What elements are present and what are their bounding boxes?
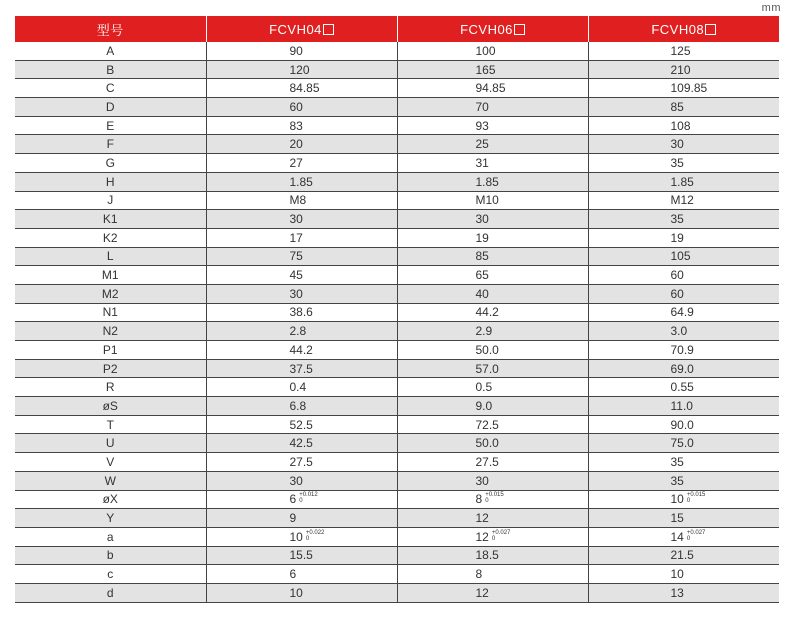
table-cell (588, 453, 779, 472)
cell-value: 10 (289, 529, 303, 544)
table-row (15, 471, 779, 490)
cell-value: 10 (289, 585, 303, 600)
table-cell (397, 247, 588, 266)
header-model-3 (588, 16, 779, 42)
row-label: F (15, 135, 206, 154)
table-cell (206, 565, 397, 584)
table-cell (206, 210, 397, 229)
unit-label: mm (761, 2, 781, 14)
table-cell (397, 341, 588, 360)
cell-value: 165 (475, 62, 496, 77)
tolerance-upper: +0.012 (299, 492, 318, 499)
cell-value: 108 (670, 118, 691, 133)
tolerance-lower: 0 (299, 498, 303, 505)
table-cell (397, 583, 588, 602)
cell-value: 11.0 (670, 398, 693, 413)
cell-value: 10 (670, 492, 684, 507)
table-row (15, 341, 779, 360)
row-label: øX (15, 490, 206, 509)
table-cell (588, 98, 779, 117)
tolerance (687, 492, 706, 504)
table-cell (206, 490, 397, 509)
table-row (15, 191, 779, 210)
table-cell (206, 116, 397, 135)
table-cell (206, 154, 397, 173)
blank-box-icon (323, 24, 334, 35)
row-label: Y (15, 509, 206, 528)
table-cell (588, 546, 779, 565)
table-cell (397, 415, 588, 434)
table-cell (397, 303, 588, 322)
tolerance-lower: 0 (305, 535, 310, 542)
cell-value: M8 (289, 193, 307, 208)
cell-value: 19 (475, 230, 489, 245)
cell-value: 6 (289, 492, 297, 507)
table-row (15, 284, 779, 303)
table-cell (588, 434, 779, 453)
cell-value: 44.2 (289, 342, 313, 357)
cell-value: 27 (289, 155, 303, 170)
cell-value: 21.5 (670, 548, 694, 563)
table-cell (588, 154, 779, 173)
header-model-3-text: FCVH08 (651, 21, 705, 37)
cell-value: 30 (289, 212, 303, 227)
row-label: H (15, 172, 206, 191)
cell-value: 105 (670, 249, 691, 264)
cell-value: 0.55 (670, 380, 694, 395)
row-label: c (15, 565, 206, 584)
table-cell (588, 378, 779, 397)
table-cell (588, 397, 779, 416)
table-cell (206, 303, 397, 322)
table-row (15, 135, 779, 154)
cell-value: 60 (289, 99, 303, 114)
table-cell (397, 509, 588, 528)
tolerance (299, 492, 318, 504)
cell-value: 6 (289, 567, 297, 582)
cell-value: 2.8 (289, 324, 307, 339)
header-model-1-text: FCVH04 (269, 21, 322, 37)
row-label: P1 (15, 341, 206, 360)
cell-value: 6.8 (289, 398, 307, 413)
cell-value: 70.9 (670, 342, 694, 357)
blank-box-icon (705, 24, 716, 35)
header-row (15, 16, 779, 42)
table-cell (397, 42, 588, 60)
table-cell (588, 284, 779, 303)
table-cell (588, 471, 779, 490)
cell-value: 38.6 (289, 305, 313, 320)
row-label: d (15, 583, 206, 602)
table-cell (588, 509, 779, 528)
table-row (15, 322, 779, 341)
row-label: C (15, 79, 206, 98)
cell-value: 19 (670, 230, 684, 245)
cell-value: 3.0 (670, 324, 688, 339)
table-row (15, 453, 779, 472)
table-cell (397, 546, 588, 565)
cell-value: 120 (289, 62, 310, 77)
table-cell (588, 527, 779, 546)
cell-value: 83 (289, 118, 303, 133)
table-cell (588, 341, 779, 360)
table-cell (206, 527, 397, 546)
table-row (15, 415, 779, 434)
table-cell (588, 172, 779, 191)
table-cell (397, 98, 588, 117)
table-row (15, 378, 779, 397)
cell-value: 15 (670, 511, 684, 526)
table-cell (206, 415, 397, 434)
row-label: W (15, 471, 206, 490)
table-cell (588, 228, 779, 247)
table-cell (206, 341, 397, 360)
table-row (15, 303, 779, 322)
cell-value: 84.85 (289, 81, 320, 96)
table-row (15, 42, 779, 60)
table-row (15, 116, 779, 135)
table-cell (397, 135, 588, 154)
cell-value: 40 (475, 286, 489, 301)
tolerance-upper: +0.015 (485, 492, 504, 499)
table-cell (206, 378, 397, 397)
cell-value: 72.5 (475, 417, 499, 432)
cell-value: 0.4 (289, 380, 307, 395)
cell-value: M10 (475, 193, 499, 208)
cell-value: 90.0 (670, 417, 694, 432)
row-label: T (15, 415, 206, 434)
cell-value: 14 (670, 529, 684, 544)
table-cell (206, 434, 397, 453)
tolerance (485, 492, 504, 504)
table-row (15, 210, 779, 229)
tolerance-lower: 0 (686, 498, 691, 505)
row-label: b (15, 546, 206, 565)
row-label: P2 (15, 359, 206, 378)
table-cell (397, 191, 588, 210)
cell-value: 27.5 (289, 454, 313, 469)
table-cell (206, 322, 397, 341)
cell-value: 100 (475, 43, 496, 58)
cell-value: 57.0 (475, 361, 499, 376)
table-row (15, 490, 779, 509)
table-cell (206, 284, 397, 303)
header-model-2 (397, 16, 588, 42)
cell-value: 9.0 (475, 398, 493, 413)
row-label: G (15, 154, 206, 173)
table-cell (397, 378, 588, 397)
cell-value: 42.5 (289, 436, 313, 451)
table-cell (588, 565, 779, 584)
blank-box-icon (514, 24, 525, 35)
table-cell (588, 210, 779, 229)
table-row (15, 583, 779, 602)
header-model-2-text: FCVH06 (460, 21, 513, 37)
cell-value: 44.2 (475, 305, 499, 320)
table-cell (206, 135, 397, 154)
cell-value: 37.5 (289, 361, 313, 376)
spec-table (15, 16, 779, 603)
table-cell (588, 583, 779, 602)
table-cell (397, 210, 588, 229)
table-cell (206, 172, 397, 191)
cell-value: 20 (289, 137, 303, 152)
cell-value: 27.5 (475, 454, 499, 469)
cell-value: 60 (670, 286, 684, 301)
table-row (15, 266, 779, 285)
table-row (15, 509, 779, 528)
cell-value: 0.5 (475, 380, 493, 395)
cell-value: 50.0 (475, 342, 499, 357)
cell-value: 2.9 (475, 324, 493, 339)
row-label: L (15, 247, 206, 266)
table-cell (206, 191, 397, 210)
cell-value: 10 (670, 567, 684, 582)
cell-value: 31 (475, 155, 489, 170)
table-cell (206, 247, 397, 266)
table-cell (397, 60, 588, 79)
tolerance-upper: +0.027 (686, 529, 706, 536)
cell-value: 35 (670, 212, 684, 227)
cell-value: 1.85 (289, 174, 313, 189)
table-cell (206, 509, 397, 528)
cell-value: 1.85 (475, 174, 499, 189)
table-cell (206, 583, 397, 602)
cell-value: 1.85 (670, 174, 694, 189)
cell-value: 18.5 (475, 548, 499, 563)
table-cell (588, 135, 779, 154)
table-cell (588, 490, 779, 509)
table-cell (397, 228, 588, 247)
table-cell (206, 228, 397, 247)
table-cell (206, 42, 397, 60)
table-row (15, 79, 779, 98)
row-label: K1 (15, 210, 206, 229)
row-label: N2 (15, 322, 206, 341)
cell-value: 15.5 (289, 548, 313, 563)
cell-value: 85 (670, 99, 684, 114)
table-cell (397, 266, 588, 285)
cell-value: 8 (475, 492, 483, 507)
row-label: øS (15, 397, 206, 416)
tolerance (306, 530, 325, 542)
cell-value: 109.85 (670, 81, 708, 96)
table-cell (206, 60, 397, 79)
cell-value: 69.0 (670, 361, 694, 376)
cell-value: 64.9 (670, 305, 694, 320)
table-row (15, 527, 779, 546)
cell-value: 17 (289, 230, 303, 245)
cell-value: 35 (670, 155, 684, 170)
row-label: N1 (15, 303, 206, 322)
row-label: V (15, 453, 206, 472)
cell-value: M12 (670, 193, 694, 208)
table-cell (588, 266, 779, 285)
cell-value: 94.85 (475, 81, 506, 96)
cell-value: 30 (670, 137, 684, 152)
cell-value: 30 (289, 473, 303, 488)
table-cell (397, 565, 588, 584)
row-label: K2 (15, 228, 206, 247)
table-cell (588, 191, 779, 210)
table-row (15, 434, 779, 453)
table-row (15, 546, 779, 565)
cell-value: 35 (670, 473, 684, 488)
tolerance-lower: 0 (686, 535, 691, 542)
cell-value: 65 (475, 268, 489, 283)
cell-value: 12 (475, 529, 489, 544)
table-cell (206, 79, 397, 98)
table-cell (397, 359, 588, 378)
table-cell (206, 397, 397, 416)
table-cell (397, 322, 588, 341)
tolerance-upper: +0.027 (491, 529, 511, 536)
table-row (15, 359, 779, 378)
table-cell (588, 60, 779, 79)
cell-value: 30 (289, 286, 303, 301)
table-cell (588, 359, 779, 378)
cell-value: 60 (670, 268, 684, 283)
header-label: 型号 (15, 16, 206, 42)
tolerance-lower: 0 (491, 535, 496, 542)
table-cell (588, 303, 779, 322)
table-cell (397, 116, 588, 135)
cell-value: 12 (475, 585, 489, 600)
tolerance-upper: +0.015 (686, 492, 706, 499)
table-cell (397, 453, 588, 472)
table-cell (206, 359, 397, 378)
cell-value: 75.0 (670, 436, 694, 451)
table-row (15, 228, 779, 247)
table-row (15, 154, 779, 173)
row-label: a (15, 527, 206, 546)
row-label: E (15, 116, 206, 135)
row-label: D (15, 98, 206, 117)
table-cell (397, 154, 588, 173)
table-cell (206, 266, 397, 285)
table-cell (397, 434, 588, 453)
table-row (15, 565, 779, 584)
table-cell (588, 247, 779, 266)
table-cell (397, 527, 588, 546)
cell-value: 12 (475, 511, 489, 526)
cell-value: 210 (670, 62, 691, 77)
table-cell (206, 546, 397, 565)
cell-value: 30 (475, 212, 489, 227)
table-cell (588, 415, 779, 434)
tolerance (492, 530, 511, 542)
cell-value: 35 (670, 454, 684, 469)
table-cell (588, 42, 779, 60)
cell-value: 125 (670, 43, 691, 58)
table-row (15, 98, 779, 117)
cell-value: 85 (475, 249, 489, 264)
cell-value: 25 (475, 137, 489, 152)
table-row (15, 60, 779, 79)
table-row (15, 247, 779, 266)
cell-value: 8 (475, 567, 483, 582)
row-label: M1 (15, 266, 206, 285)
cell-value: 9 (289, 511, 297, 526)
table-cell (206, 453, 397, 472)
row-label: M2 (15, 284, 206, 303)
table-cell (588, 322, 779, 341)
tolerance-lower: 0 (485, 498, 489, 505)
cell-value: 45 (289, 268, 303, 283)
row-label: U (15, 434, 206, 453)
tolerance-upper: +0.022 (305, 529, 325, 536)
table-row (15, 172, 779, 191)
table-cell (588, 116, 779, 135)
table-cell (206, 471, 397, 490)
cell-value: 52.5 (289, 417, 313, 432)
table-cell (397, 490, 588, 509)
row-label: A (15, 42, 206, 60)
row-label: B (15, 60, 206, 79)
cell-value: 30 (475, 473, 489, 488)
cell-value: 70 (475, 99, 489, 114)
header-model-1 (206, 16, 397, 42)
table-cell (588, 79, 779, 98)
table-cell (397, 471, 588, 490)
table-cell (397, 397, 588, 416)
cell-value: 90 (289, 43, 303, 58)
cell-value: 93 (475, 118, 489, 133)
row-label: R (15, 378, 206, 397)
table-cell (206, 98, 397, 117)
cell-value: 75 (289, 249, 303, 264)
table-cell (397, 284, 588, 303)
tolerance (687, 530, 706, 542)
table-cell (397, 172, 588, 191)
cell-value: 50.0 (475, 436, 499, 451)
table-row (15, 397, 779, 416)
cell-value: 13 (670, 585, 684, 600)
table-cell (397, 79, 588, 98)
row-label: J (15, 191, 206, 210)
